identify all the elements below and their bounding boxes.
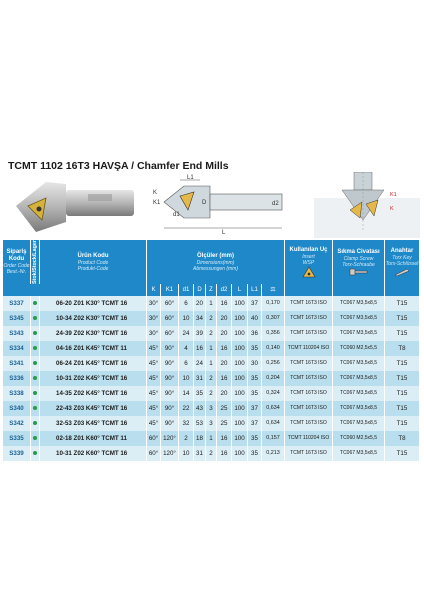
in-stock-dot-icon	[33, 361, 37, 365]
clamp-cell: TC067 M3,5x8,5	[333, 386, 385, 401]
d1-cell: 32	[179, 416, 194, 431]
d2-cell: 20	[217, 311, 232, 326]
Z-cell: 2	[206, 326, 217, 341]
d2-cell: 20	[217, 386, 232, 401]
weight-cell: 0,324	[262, 386, 285, 401]
K1-cell: 90°	[161, 356, 179, 371]
order-code-cell: S338	[3, 386, 31, 401]
key-cell: T8	[385, 341, 420, 356]
stock-cell	[31, 371, 40, 386]
table-row	[3, 401, 420, 416]
dim-K1-label: K1	[153, 200, 161, 206]
col-key: Anahtar Torx Key Torx-Schlüssel	[385, 240, 420, 284]
key-cell: T15	[385, 326, 420, 341]
table-row	[3, 356, 420, 371]
d1-cell: 4	[179, 341, 194, 356]
d1-cell: 14	[179, 386, 194, 401]
d1-cell: 10	[179, 311, 194, 326]
insert-cell: TCMT 16T3 ISO	[285, 311, 333, 326]
table-row	[3, 296, 420, 311]
L1-cell: 40	[248, 311, 262, 326]
stock-cell	[31, 416, 40, 431]
weight-cell: 0,307	[262, 311, 285, 326]
product-code-cell: 06-24 Z01 K45° TCMT 16	[40, 356, 147, 371]
L1-cell: 37	[248, 296, 262, 311]
Z-cell: 1	[206, 431, 217, 446]
D-cell: 53	[194, 416, 206, 431]
in-stock-dot-icon	[33, 331, 37, 335]
dim-L1-label: L1	[187, 175, 194, 181]
in-stock-dot-icon	[33, 376, 37, 380]
L1-cell: 35	[248, 386, 262, 401]
weight-cell: 0,170	[262, 296, 285, 311]
stock-cell	[31, 446, 40, 461]
table-header	[3, 240, 420, 284]
stock-cell	[31, 296, 40, 311]
d2-cell: 16	[217, 341, 232, 356]
K1-cell: 120°	[161, 431, 179, 446]
d2-cell: 16	[217, 371, 232, 386]
insert-cell: TCMT 110204 ISO	[285, 341, 333, 356]
L-cell: 100	[232, 386, 248, 401]
K1-cell: 90°	[161, 341, 179, 356]
weight-cell: 0,634	[262, 401, 285, 416]
product-code-cell: 04-16 Z01 K45° TCMT 11	[40, 341, 147, 356]
key-cell: T15	[385, 416, 420, 431]
table-row	[3, 416, 420, 431]
d1-cell: 22	[179, 401, 194, 416]
L1-cell: 35	[248, 431, 262, 446]
product-code-cell: 10-34 Z02 K30° TCMT 16	[40, 311, 147, 326]
chamfer-illustration	[314, 172, 420, 238]
L-cell: 100	[232, 341, 248, 356]
L1-cell: 35	[248, 371, 262, 386]
svg-text:K1: K1	[390, 192, 397, 198]
in-stock-dot-icon	[33, 391, 37, 395]
K1-cell: 90°	[161, 416, 179, 431]
order-code-cell: S337	[3, 296, 31, 311]
insert-cell: TCMT 16T3 ISO	[285, 446, 333, 461]
D-cell: 31	[194, 446, 206, 461]
order-code-cell: S339	[3, 446, 31, 461]
col-stock: Stok/Stock/Lager	[32, 239, 38, 285]
insert-cell: TCMT 16T3 ISO	[285, 401, 333, 416]
product-code-cell: 02-18 Z01 K60° TCMT 11	[40, 431, 147, 446]
K1-cell: 90°	[161, 401, 179, 416]
key-cell: T15	[385, 296, 420, 311]
D-cell: 35	[194, 386, 206, 401]
Z-cell: 2	[206, 446, 217, 461]
stock-cell	[31, 326, 40, 341]
clamp-cell: TC067 M3,5x8,5	[333, 296, 385, 311]
key-cell: T15	[385, 446, 420, 461]
in-stock-dot-icon	[33, 406, 37, 410]
insert-cell: TCMT 16T3 ISO	[285, 356, 333, 371]
D-cell: 31	[194, 371, 206, 386]
order-code-cell: S340	[3, 401, 31, 416]
screw-icon	[349, 268, 369, 276]
dim-D-label: D	[202, 200, 207, 206]
weight-cell: 0,356	[262, 326, 285, 341]
insert-cell: TCMT 110204 ISO	[285, 431, 333, 446]
d1-cell: 10	[179, 446, 194, 461]
K-cell: 30°	[147, 296, 161, 311]
K1-cell: 60°	[161, 326, 179, 341]
Z-cell: 2	[206, 386, 217, 401]
L1-cell: 35	[248, 446, 262, 461]
K1-cell: 120°	[161, 446, 179, 461]
col-order-code: Sipariş Kodu Order Code Best.-Nr.	[3, 240, 31, 284]
d1-cell: 6	[179, 296, 194, 311]
insert-cell: TCMT 16T3 ISO	[285, 371, 333, 386]
in-stock-dot-icon	[33, 346, 37, 350]
in-stock-dot-icon	[33, 421, 37, 425]
order-code-cell: S342	[3, 416, 31, 431]
in-stock-dot-icon	[33, 451, 37, 455]
col-product-code: Ürün Kodu Product Code Produkt-Code	[40, 240, 147, 284]
d2-cell: 25	[217, 416, 232, 431]
K-cell: 60°	[147, 431, 161, 446]
insert-icon	[302, 266, 316, 278]
order-code-cell: S345	[3, 311, 31, 326]
key-cell: T15	[385, 371, 420, 386]
D-cell: 39	[194, 326, 206, 341]
d1-cell: 2	[179, 431, 194, 446]
L-cell: 100	[232, 416, 248, 431]
key-cell: T15	[385, 401, 420, 416]
clamp-cell: TC067 M3,5x8,5	[333, 416, 385, 431]
insert-cell: TCMT 16T3 ISO	[285, 416, 333, 431]
L1-cell: 37	[248, 401, 262, 416]
K-cell: 45°	[147, 401, 161, 416]
L-cell: 100	[232, 431, 248, 446]
key-cell: T8	[385, 431, 420, 446]
table-row	[3, 371, 420, 386]
K-cell: 30°	[147, 326, 161, 341]
L-cell: 100	[232, 356, 248, 371]
product-code-cell: 10-31 Z02 K45° TCMT 16	[40, 371, 147, 386]
order-code-cell: S334	[3, 341, 31, 356]
K-cell: 45°	[147, 341, 161, 356]
order-code-cell: S341	[3, 356, 31, 371]
Z-cell: 3	[206, 416, 217, 431]
d2-cell: 20	[217, 356, 232, 371]
table-row	[3, 431, 420, 446]
L1-cell: 35	[248, 341, 262, 356]
Z-cell: 3	[206, 401, 217, 416]
L1-cell: 30	[248, 356, 262, 371]
insert-cell: TCMT 16T3 ISO	[285, 386, 333, 401]
L-cell: 100	[232, 401, 248, 416]
K-cell: 45°	[147, 356, 161, 371]
d2-cell: 16	[217, 296, 232, 311]
clamp-cell: TC067 M3,5x8,5	[333, 446, 385, 461]
key-cell: T15	[385, 386, 420, 401]
clamp-cell: TC067 M3,5x8,5	[333, 326, 385, 341]
K1-cell: 90°	[161, 386, 179, 401]
order-code-cell: S336	[3, 371, 31, 386]
in-stock-dot-icon	[33, 316, 37, 320]
stock-cell	[31, 401, 40, 416]
L-cell: 100	[232, 446, 248, 461]
K-cell: 45°	[147, 386, 161, 401]
L-cell: 100	[232, 326, 248, 341]
key-cell: T15	[385, 311, 420, 326]
K-cell: 60°	[147, 446, 161, 461]
stock-cell	[31, 356, 40, 371]
table-row	[3, 446, 420, 461]
K-cell: 45°	[147, 416, 161, 431]
col-insert: Kullanılan Uç Insert WSP	[285, 240, 333, 284]
table-body	[3, 296, 420, 461]
K-cell: 30°	[147, 311, 161, 326]
K1-cell: 60°	[161, 311, 179, 326]
product-code-cell: 10-31 Z02 K60° TCMT 16	[40, 446, 147, 461]
table-row	[3, 311, 420, 326]
D-cell: 24	[194, 356, 206, 371]
dimension-subheader: K K1 d1 D Z d2 L L1 ⚖	[3, 284, 420, 296]
product-table	[3, 240, 420, 461]
K1-cell: 60°	[161, 296, 179, 311]
technical-drawing	[150, 172, 290, 238]
clamp-cell: TC067 M3,5x8,5	[333, 401, 385, 416]
clamp-cell: TC067 M3,5x8,5	[333, 356, 385, 371]
L1-cell: 37	[248, 416, 262, 431]
weight-cell: 0,634	[262, 416, 285, 431]
dim-d1-label: d1	[173, 212, 180, 218]
d2-cell: 25	[217, 401, 232, 416]
D-cell: 34	[194, 311, 206, 326]
dim-d2-label: d2	[272, 201, 279, 207]
K1-cell: 90°	[161, 371, 179, 386]
weight-cell: 0,157	[262, 431, 285, 446]
stock-cell	[31, 341, 40, 356]
table-row	[3, 386, 420, 401]
dim-L-label: L	[222, 230, 226, 236]
stock-cell	[31, 311, 40, 326]
D-cell: 18	[194, 431, 206, 446]
clamp-cell: TC067 M3,5x8,5	[333, 311, 385, 326]
weight-icon: ⚖	[270, 287, 276, 293]
d2-cell: 20	[217, 326, 232, 341]
d1-cell: 24	[179, 326, 194, 341]
product-code-cell: 14-35 Z02 K45° TCMT 16	[40, 386, 147, 401]
Z-cell: 2	[206, 371, 217, 386]
insert-cell: TCMT 16T3 ISO	[285, 326, 333, 341]
L-cell: 100	[232, 311, 248, 326]
d2-cell: 16	[217, 431, 232, 446]
Z-cell: 1	[206, 341, 217, 356]
clamp-cell: TC060 M2,5x5,5	[333, 341, 385, 356]
product-code-cell: 32-53 Z03 K45° TCMT 16	[40, 416, 147, 431]
torx-key-icon	[393, 267, 411, 277]
col-dimensions: Ölçüler (mm) Dimensions(mm) Abmessungen (mm)	[147, 240, 285, 284]
d2-cell: 16	[217, 446, 232, 461]
order-code-cell: S335	[3, 431, 31, 446]
product-code-cell: 06-20 Z01 K30° TCMT 16	[40, 296, 147, 311]
order-code-cell: S343	[3, 326, 31, 341]
in-stock-dot-icon	[33, 436, 37, 440]
L1-cell: 36	[248, 326, 262, 341]
Z-cell: 2	[206, 311, 217, 326]
Z-cell: 1	[206, 296, 217, 311]
dim-K-label: K	[153, 190, 158, 196]
weight-cell: 0,140	[262, 341, 285, 356]
table-row	[3, 341, 420, 356]
in-stock-dot-icon	[33, 301, 37, 305]
D-cell: 16	[194, 341, 206, 356]
key-cell: T15	[385, 356, 420, 371]
d1-cell: 6	[179, 356, 194, 371]
D-cell: 43	[194, 401, 206, 416]
product-code-cell: 24-39 Z02 K30° TCMT 16	[40, 326, 147, 341]
L-cell: 100	[232, 371, 248, 386]
stock-cell	[31, 386, 40, 401]
weight-cell: 0,213	[262, 446, 285, 461]
stock-cell	[31, 431, 40, 446]
svg-text:K: K	[390, 206, 394, 212]
Z-cell: 1	[206, 356, 217, 371]
product-code-cell: 22-43 Z03 K45° TCMT 16	[40, 401, 147, 416]
L-cell: 100	[232, 296, 248, 311]
page-title: TCMT 1102 16T3 HAVŞA / Chamfer End Mills	[8, 160, 229, 172]
col-clamp: Sıkma Civatası Clamp Screw Torx-Schraube	[333, 240, 385, 284]
clamp-cell: TC060 M2,5x5,5	[333, 431, 385, 446]
weight-cell: 0,256	[262, 356, 285, 371]
weight-cell: 0,204	[262, 371, 285, 386]
clamp-cell: TC067 M3,5x8,5	[333, 371, 385, 386]
insert-cell: TCMT 16T3 ISO	[285, 296, 333, 311]
d1-cell: 10	[179, 371, 194, 386]
K-cell: 45°	[147, 371, 161, 386]
D-cell: 20	[194, 296, 206, 311]
product-photo	[6, 176, 136, 238]
table-row	[3, 326, 420, 341]
